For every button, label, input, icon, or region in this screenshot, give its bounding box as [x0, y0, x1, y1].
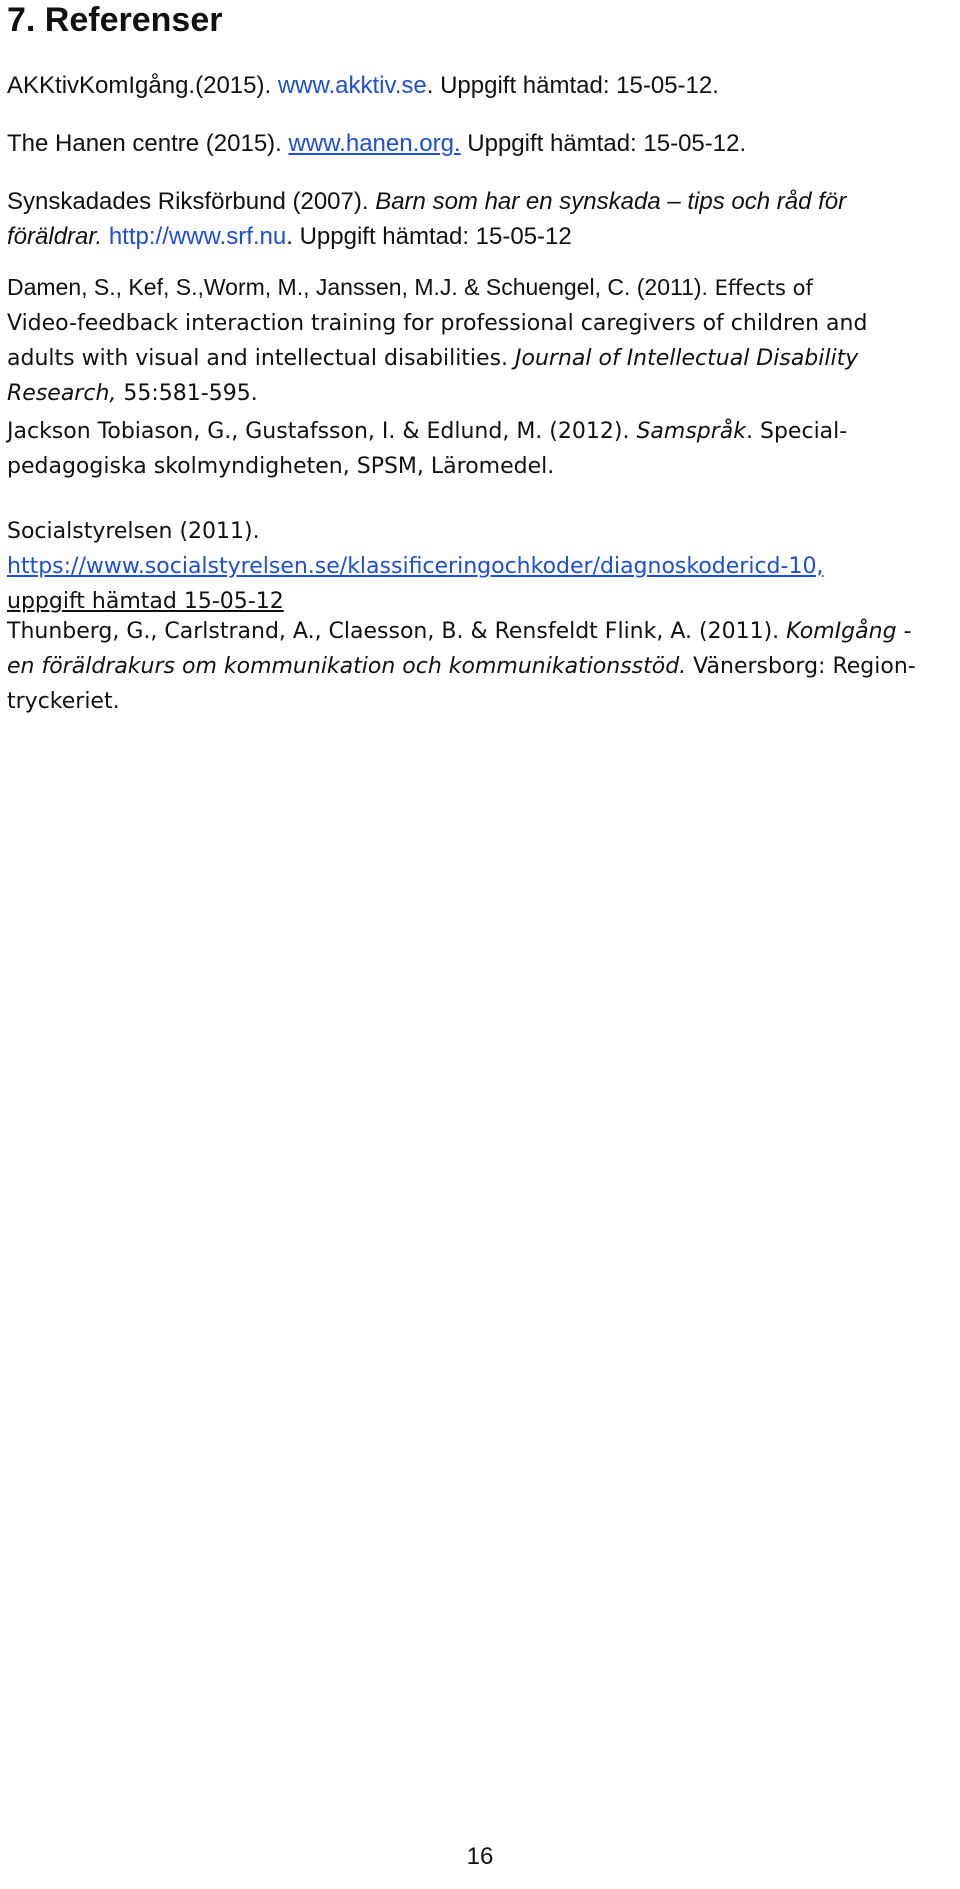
reference-line: en föräldrakurs om kommunikation och kommunikationsstöd. Vänersborg: Region-	[7, 654, 916, 679]
reference-line: föräldrar. http://www.srf.nu. Uppgift hämtad: 15-05-12	[7, 223, 572, 250]
reference-line: pedagogiska skolmyndigheten, SPSM, Läromedel.	[7, 454, 555, 479]
reference-thunberg	[7, 614, 932, 719]
akktiv-link[interactable]: www.akktiv.se	[277, 72, 427, 99]
reference-line: The Hanen centre (2015). www.hanen.org. Uppgift hämtad: 15-05-12.	[7, 130, 747, 157]
reference-line: Socialstyrelsen (2011).	[7, 519, 260, 544]
reference-line: Research, 55:581-595.	[7, 381, 258, 406]
reference-line: Jackson Tobiason, G., Gustafsson, I. & Edlund, M. (2012). Samspråk. Special-	[7, 419, 848, 444]
reference-line: AKKtivKomIgång.(2015). www.akktiv.se. Uppgift hämtad: 15-05-12.	[7, 72, 719, 99]
reference-line: Synskadades Riksförbund (2007). Barn som har en synskada – tips och råd för	[7, 188, 847, 215]
srf-link[interactable]: http://www.srf.nu	[108, 223, 287, 250]
reference-srf	[7, 184, 932, 254]
hanen-link[interactable]: www.hanen.org.	[288, 130, 461, 157]
reference-line: Damen, S., Kef, S.,Worm, M., Janssen, M.J. & Schuengel, C. (2011). Effects of	[7, 274, 813, 300]
reference-hanen	[7, 126, 932, 161]
reference-akktiv	[7, 68, 932, 103]
socialstyrelsen-link[interactable]: https://www.socialstyrelsen.se/klassificeringochkoder/diagnoskodericd-10,	[7, 554, 824, 579]
reference-line: adults with visual and intellectual disabilities. Journal of Intellectual Disability	[7, 346, 859, 371]
section-heading: 7. Referenser	[7, 1, 223, 39]
reference-damen	[7, 270, 932, 411]
reference-line: Video-feedback interaction training for professional caregivers of children and	[7, 311, 868, 336]
reference-jackson	[7, 414, 932, 484]
reference-line: Thunberg, G., Carlstrand, A., Claesson, B. & Rensfeldt Flink, A. (2011). KomIgång -	[7, 619, 912, 644]
reference-socialstyrelsen	[7, 514, 932, 619]
reference-line: uppgift hämtad 15-05-12	[7, 589, 284, 614]
reference-line: tryckeriet.	[7, 689, 120, 714]
page-number: 16	[466, 1843, 494, 1870]
